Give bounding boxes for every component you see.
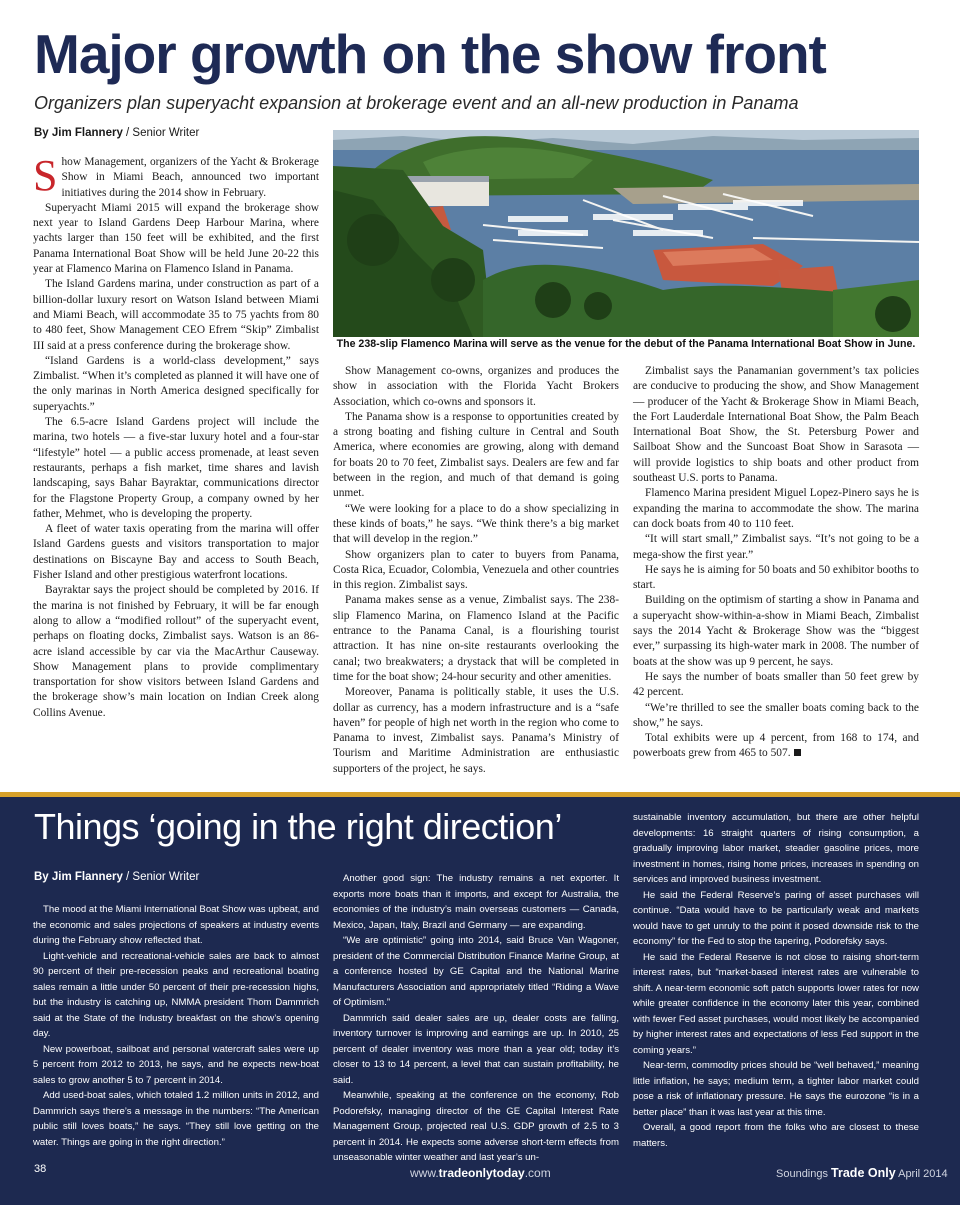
paragraph: “We are optimistic” going into 2014, said Bruce Van Wagoner, president of the Commercial Distribution Finance Marine Group, at a conference hosted by GE Capital and the National Marine Manufacturers Association and appropriately titled “Riding a Wave of Optimism.” xyxy=(333,935,619,1008)
photo-caption: The 238-slip Flamenco Marina will serve as the venue for the debut of the Panama International Boat Show in June. xyxy=(336,338,916,350)
second-article-byline xyxy=(34,871,199,883)
paragraph: “We were looking for a place to do a show specializing in these kinds of boats,” he says. “We think there’s a big market that will develop in the region.” xyxy=(333,502,619,546)
paragraph: Add used-boat sales, which totaled 1.2 million units in 2012, and Dammrich says there’s a message in the numbers: “The American public still loves boats,” he says. “They still love getting on the water. Things are going in the right direction.” xyxy=(33,1090,319,1148)
paragraph: Panama makes sense as a venue, Zimbalist says. The 238-slip Flamenco Marina, on Flamenco Island at the Pacific entrance to the Panama Canal, is a flourishing tourist attraction. It has nine on-site restaurants overlooking the canal; two breakwaters; a drystack that will be completed in time for the boat show; 24-hour security and other amenities. xyxy=(333,594,619,683)
article-subhead: Organizers plan superyacht expansion at brokerage event and an all-new production in Panama xyxy=(34,93,799,113)
article-column-3 xyxy=(633,364,919,762)
paragraph: Show Management, organizers of the Yacht & Brokerage Show in Miami Beach, announced two important initiatives during the 2014 show in February. xyxy=(33,151,319,200)
paragraph: “We’re thrilled to see the smaller boats coming back to the show,” he says. xyxy=(633,701,919,729)
paragraph: He says he is aiming for 50 boats and 50 exhibitor booths to start. xyxy=(633,563,919,592)
paragraph: Zimbalist says the Panamanian government’s tax policies are conducive to producing the show, and Show Management — producer of the Yacht & Brokerage Show in Miami Beach, the Fort Lauderdale International Boat Show, the Palm Beach International Boat Show, the St. Petersburg Power and Sailboat Show and the Suncoast Boat Show in Sarasota — will provide logistics to ship boats and other product from southeast U.S. ports to Panama. xyxy=(633,365,919,485)
paragraph: Bayraktar says the project should be completed by 2016. If the marina is not finished by February, it will be far enough along to allow a “modified rollout” of the superyacht event, perhaps on floating docks, Zimbalist says. Watson is an 86-acre island accessible by car via the MacArthur Causeway. Show Management plans to provide complimentary transportation for show visitors between Island Gardens and the brokerage show’s main location on Indian Creek along Collins Avenue. xyxy=(33,584,319,719)
paragraph: The Island Gardens marina, under construction as part of a billion-dollar luxury resort on Watson Island between Miami and Miami Beach, will accommodate 35 to 75 yachts from 80 to 480 feet, Show Management CEO Efrem “Skip” Zimbalist III said at a press conference during the brokerage show. xyxy=(33,278,319,352)
paragraph: Dammrich said dealer sales are up, dealer costs are falling, inventory turnover is improving and earnings are up. In 2010, 25 percent of dealer inventory was more than a year old; today it’s closer to 13 to 14 percent, a level that can sustain profitability, he said. xyxy=(333,1012,619,1086)
paragraph: A fleet of water taxis operating from the marina will offer Island Gardens guests and visitors transportation to major destinations on Biscayne Bay and access to South Beach, Fisher Island and other prestigious waterfront locations. xyxy=(33,523,319,582)
publication-footer: Soundings Trade Only April 2014 xyxy=(776,1166,948,1180)
marina-photo xyxy=(333,130,919,337)
article-column-1 xyxy=(33,151,319,721)
paragraph: Another good sign: The industry remains a net exporter. It exports more boats than it imports, and except for Australia, the economies of the industry’s main overseas customers — Canada, Mexico, Japan, Italy, Brazil and Germany — are expanding. xyxy=(333,873,619,931)
page-number: 38 xyxy=(34,1163,47,1175)
publication-brand: Trade Only xyxy=(831,1166,896,1180)
paragraph: Near-term, commodity prices should be “well behaved,” meaning little inflation, he says; medium term, a tighter labor market could pose a risk of inflationary pressure. He says the eurozone “is in a better place” than it was last year at this time. xyxy=(633,1060,919,1118)
paragraph: Show organizers plan to cater to buyers from Panama, Costa Rica, Ecuador, Colombia, Venezuela and other countries in this region. Zimbalist says. xyxy=(333,548,619,592)
paragraph: The Panama show is a response to opportunities created by a strong boating and fishing culture in Central and South America, where economies are growing, along with demand for boats 20 to 70 feet, Zimbalist says. Dealers are few and far between in the region, and much of that demand is going unmet. xyxy=(333,410,619,500)
paragraph: Building on the optimism of starting a show in Panama and a superyacht show-within-a-show in Miami Beach, Zimbalist says the 2014 Yacht & Brokerage Show was the “biggest ever,” surpassing its high-water mark in 2008. The number of boats at the show was up 9 percent, he says. xyxy=(633,594,919,668)
drop-cap: S xyxy=(33,151,58,200)
article-headline: Major growth on the show front xyxy=(34,23,826,85)
end-mark xyxy=(794,749,801,756)
paragraph: “Island Gardens is a world-class development,” says Zimbalist. “When it’s completed as planned it will have one of the only marinas in North America designed specifically for superyachts.” xyxy=(33,354,319,413)
second-article-column-3 xyxy=(633,810,919,1151)
second-article-headline: Things ‘going in the right direction’ xyxy=(34,806,562,847)
paragraph: Light-vehicle and recreational-vehicle sales are back to almost 90 percent of their pre-recession peaks and recreational boating sales remain a little under 50 percent of their pre-recession highs, but the industry is catching up, NMMA president Thom Dammrich said at the State of the Industry breakfast on the show’s opening day. xyxy=(33,950,319,1039)
byline-role: / Senior Writer xyxy=(122,127,200,139)
second-article-column-2 xyxy=(333,871,619,1166)
paragraph: Flamenco Marina president Miguel Lopez-Pinero says he is expanding the marina to accommodate the show. The marina can dock boats from 40 to 110 feet. xyxy=(633,487,919,530)
paragraph: He says the number of boats smaller than 50 feet grew by 42 percent. xyxy=(633,670,919,699)
paragraph: New powerboat, sailboat and personal watercraft sales were up 5 percent from 2012 to 2013, he says, and he expects new-boat sales to grow another 5 to 7 percent in 2014. xyxy=(33,1043,319,1086)
article-byline xyxy=(34,127,199,139)
paragraph: The 6.5-acre Island Gardens project will include the marina, two hotels — a five-star luxury hotel and a four-star “lifestyle” hotel — a public access promenade, at least seven restaurants, perhaps a fish market, time shares and lavish landscaping, says Bahar Bayraktar, communications director for the Flagstone Property Group, a company owned by her father, Mehmet, who is developing the property. xyxy=(33,416,319,520)
paragraph: “It will start small,” Zimbalist says. “It’s not going to be a mega-show the first year.” xyxy=(633,533,919,561)
byline-author: By Jim Flannery xyxy=(34,871,123,883)
paragraph: Meanwhile, speaking at the conference on the economy, Rob Podorefsky, managing director of the GE Capital Interest Rate Management Group, projected real U.S. GDP growth of 2.5 to 3 percent in 2014. He expects some adverse short-term effects from unseasonable winter weather and last year’s un- xyxy=(333,1090,619,1163)
paragraph: Overall, a good report from the folks who are closest to these matters. xyxy=(633,1122,919,1149)
paragraph: He said the Federal Reserve’s paring of asset purchases will continue. “Data would have to be particularly weak and markets would have to get unruly to the point it posed downside risk to the economy” for the Fed to stop the tapering, Podorefsky says. xyxy=(633,889,919,947)
paragraph: Superyacht Miami 2015 will expand the brokerage show next year to Island Gardens Deep Harbour Marina, where yachts larger than 150 feet will be exhibited, and the first Panama International Boat Show will be held June 20-22 this year at Flamenco Marina on Flamenco Island in Panama. xyxy=(33,201,319,276)
paragraph: Total exhibits were up 4 percent, from 168 to 174, and powerboats grew from 465 to 507. xyxy=(633,732,919,760)
byline-role: / Senior Writer xyxy=(122,871,200,883)
paragraph: He said the Federal Reserve is not close to raising short-term interest rates, but “market-based interest rates are vulnerable to shift. A near-term economic soft patch supports lower rates for now while greater confidence in the economy later this year, combined with fewer Fed asset purchases, would most likely be accompanied by higher interest rates and expectations of less Fed support in the coming years.” xyxy=(633,951,919,1056)
website-link[interactable]: www.tradeonlytoday.com xyxy=(410,1166,551,1180)
article-column-2 xyxy=(333,364,619,777)
marina-photo-illustration xyxy=(333,130,919,337)
paragraph: Moreover, Panama is politically stable, it uses the U.S. dollar as currency, has a modern infrastructure and is a “safe haven” for people of high net worth in the region who come to Panama to invest, Zimbalist says. Panama’s Ministry of Tourism and Maritime Administration are enthusiastic supporters of the project, he says. xyxy=(333,686,619,775)
paragraph: sustainable inventory accumulation, but there are other helpful developments: 16 straight quarters of rising consumption, a gradually improving labor market, steadier gasoline prices, more investment in homes, rising home prices, increases in spending on services and improved business investment. xyxy=(633,812,919,885)
paragraph: The mood at the Miami International Boat Show was upbeat, and the economic and sales projections of speakers at industry events during the February show reflected that. xyxy=(33,904,319,946)
byline-author: By Jim Flannery xyxy=(34,127,123,139)
paragraph: Show Management co-owns, organizes and produces the show in association with the Florida Yacht Brokers Association, which co-owns and sponsors it. xyxy=(333,365,619,408)
second-article-column-1 xyxy=(33,902,319,1150)
